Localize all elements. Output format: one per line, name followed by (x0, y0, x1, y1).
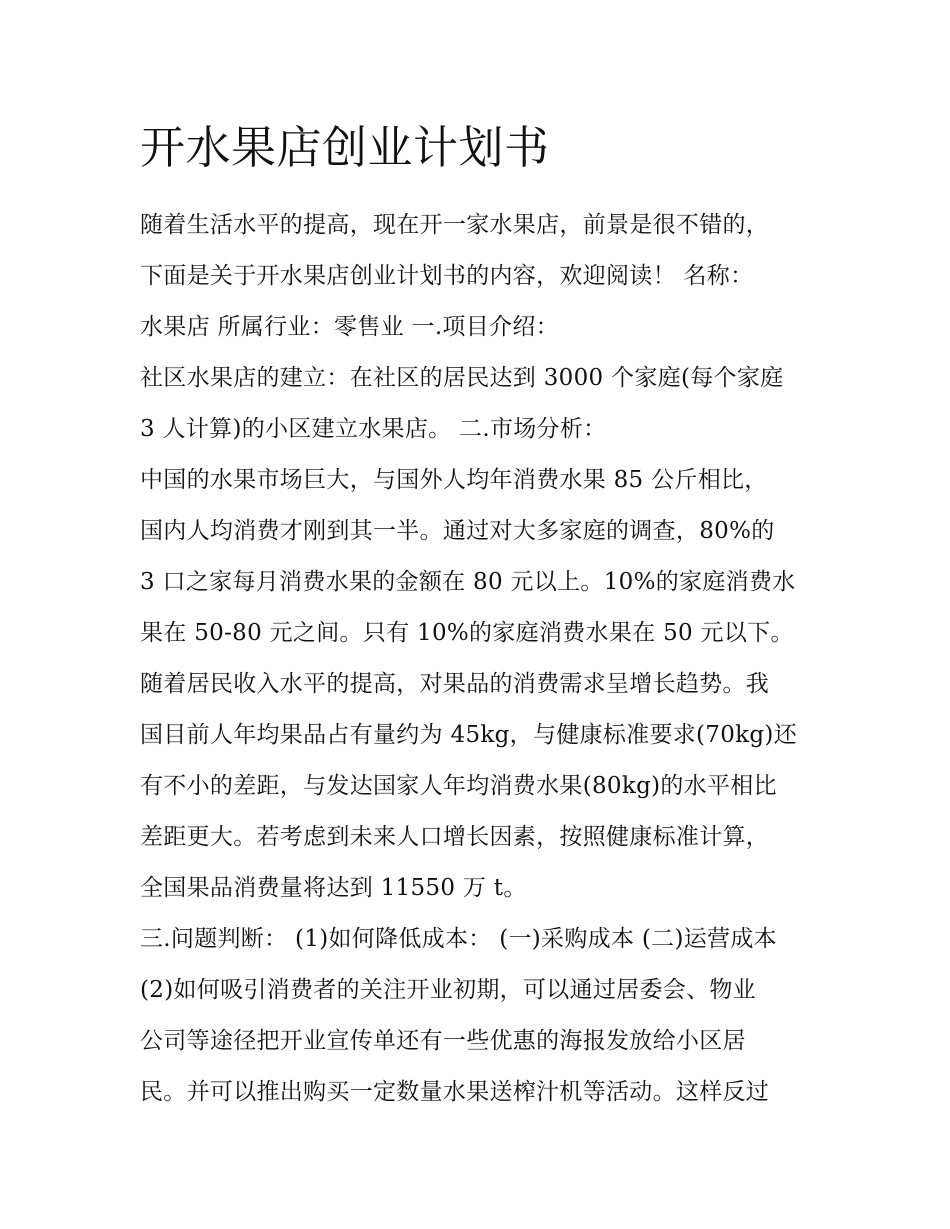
text-line: 三.问题判断： (1)如何降低成本： (一)采购成本 (二)运营成本 (140, 926, 777, 952)
text-line: 全国果品消费量将达到 11550 万 t。 (140, 875, 527, 901)
text-line: 有不小的差距，与发达国家人年均消费水果(80kg)的水平相比 (140, 773, 777, 799)
text-line: 随着生活水平的提高，现在开一家水果店，前景是很不错的， (140, 212, 770, 238)
document-title: 开水果店创业计划书 (140, 121, 550, 174)
text-line: 下面是关于开水果店创业计划书的内容，欢迎阅读！ 名称： (140, 263, 754, 289)
text-line: 差距更大。若考虑到未来人口增长因素，按照健康标准计算， (140, 824, 770, 850)
text-line: 国内人均消费才刚到其一半。通过对大多家庭的调查，80%的 (140, 518, 775, 544)
text-line: 国目前人年均果品占有量约为 45kg，与健康标准要求(70kg)还 (140, 722, 798, 748)
text-line: 果在 50-80 元之间。只有 10%的家庭消费水果在 50 元以下。 (140, 620, 794, 646)
text-line: 公司等途径把开业宣传单还有一些优惠的海报发放给小区居 (140, 1028, 746, 1054)
text-line: 3 人计算)的小区建立水果店。 二.市场分析： (140, 416, 607, 442)
text-line: 水果店 所属行业：零售业 一.项目介绍： (140, 314, 559, 340)
text-line: 中国的水果市场巨大，与国外人均年消费水果 85 公斤相比， (140, 467, 768, 493)
text-line: (2)如何吸引消费者的关注开业初期，可以通过居委会、物业 (140, 977, 756, 1003)
document-body (140, 200, 820, 1118)
text-line: 民。并可以推出购买一定数量水果送榨汁机等活动。这样反过 (140, 1079, 770, 1105)
text-line: 3 口之家每月消费水果的金额在 80 元以上。10%的家庭消费水 (140, 569, 796, 595)
text-line: 随着居民收入水平的提高，对果品的消费需求呈增长趋势。我 (140, 671, 770, 697)
text-line: 社区水果店的建立：在社区的居民达到 3000 个家庭(每个家庭 (140, 365, 784, 391)
